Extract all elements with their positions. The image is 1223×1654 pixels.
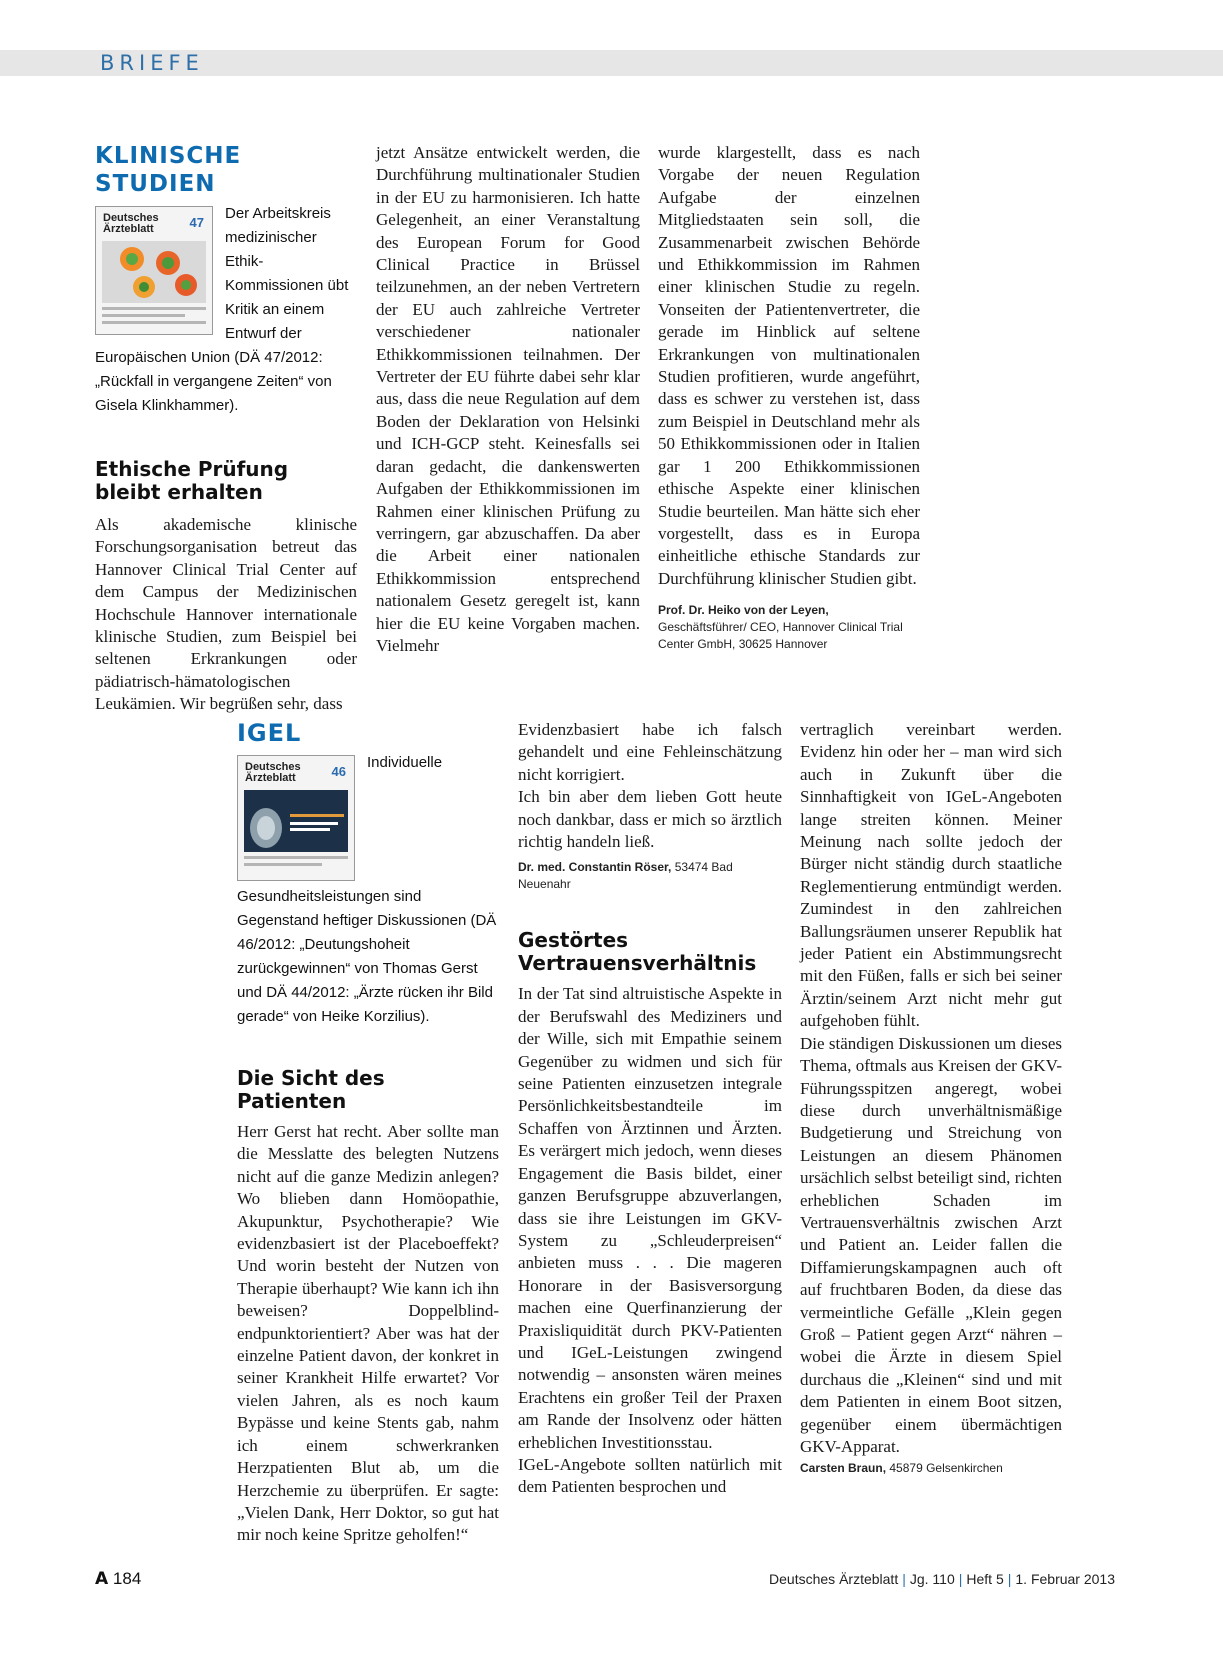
footer-separator: |: [1007, 1571, 1012, 1587]
klinische-col-3: [658, 142, 920, 653]
signature-details: 53474 Bad Neuenahr: [518, 860, 733, 892]
klinische-body-col-1: Als akademische klinische Forschungsorganisation betreut das Hannover Clinical Trial Center auf dem Campus der Medizinischen Hochschule Hannover internationale klinische Studien, zum Beispiel bei seltenen Erkrankungen oder pädiatrisch-hämatologischen Leukämien. Wir begrüßen sehr, dass: [95, 515, 357, 714]
footer-separator: |: [958, 1571, 963, 1587]
footer-volume: Jg. 110: [909, 1571, 955, 1587]
signature-braun: [800, 1460, 1062, 1477]
headline-gestoertes-vertrauensverhaeltnis: Gestörtes Vertrauensverhältnis: [518, 928, 757, 976]
signature-name: Dr. med. Constantin Röser,: [518, 860, 672, 875]
igel-col-3: [800, 719, 1062, 1477]
footer-citation: [769, 1571, 1115, 1587]
igel-col-2-body-2: IGeL-Angebote sollten natürlich mit dem Patienten besprochen und: [518, 1454, 782, 1497]
igel-col-1: [237, 719, 499, 1547]
cover-text-lines: [244, 856, 348, 870]
journal-cover-46: [237, 755, 355, 881]
signature-roeser: [518, 859, 782, 893]
signature-details: 45879 Gelsenkirchen: [889, 1461, 1003, 1476]
igel-intro-text: Individuelle Gesundheitsleistungen sind Gegenstand heftiger Diskussionen (DÄ 46/2012: „Deutungshoheit zurückgewinnen“ von Thomas Gerst und DÄ 44/2012: „Ärzte rücken ihr Bild gerade“ von Heike Korzilius).: [237, 754, 497, 1025]
signature-name: Prof. Dr. Heiko von der Leyen,: [658, 603, 829, 618]
igel-col-2-paragraph-2: Ich bin aber dem lieben Gott heute noch dankbar, dass er mich so ärztlich richtig handeln ließ.: [518, 787, 782, 852]
cover-masthead: Deutsches Ärzteblatt: [245, 761, 301, 784]
klinische-intro-block: [95, 202, 357, 418]
section-title-klinische-studien: KLINISCHE STUDIEN: [95, 143, 242, 197]
igel-col-2: [518, 719, 782, 1499]
headline-sicht-des-patienten: Die Sicht des Patienten: [237, 1066, 385, 1113]
igel-col-3-paragraph-1: vertraglich vereinbart werden. Evidenz hin oder her – man wird sich auch in Zukunft über die Sinnhaftigkeit von IGeL-Angeboten lange streiten können. Meiner Meinung nach sollte jedoch der Bürger nicht ständig durch staatliche Reglementierung entmündigt werden. Zumindest in den zahlreichen Ballungsräumen unserer Republik hat jeder Patient ein Abstimmungsrecht mit den Füßen, falls er sich bei seiner Ärztin/seinem Arzt nicht mehr gut aufgehoben fühlt.: [800, 720, 1062, 1031]
footer-separator: |: [902, 1571, 906, 1587]
cover-masthead: Deutsches Ärzteblatt: [103, 212, 159, 235]
journal-cover-47: [95, 206, 213, 335]
igel-intro-block: [237, 751, 499, 1029]
signature-name: Carsten Braun,: [800, 1461, 887, 1476]
klinische-body-col-3: wurde klargestellt, dass es nach Vorgabe der neuen Regulation Aufgabe der einzelnen Mitgliedstaaten sein soll, die Zusammenarbeit zwischen Behörde und Ethikkommission im Rahmen einer klinischen Studie zu regeln. Vonseiten der Patientenvertreter, die gerade im Hinblick auf seltene Erkrankungen von multinationalen Studien profitieren, wurde angeführt, dass es schwer zu verstehen ist, dass zum Beispiel in Deutschland mehr als 50 Ethikkommissionen oder in Italien gar 1 200 Ethikkommissionen ethische Aspekte einer klinischen Studie beurteilen. Man hätte sich eher vorgestellt, dass es in Europa einheitliche ethische Standards zur Durchführung klinischer Studien gibt.: [658, 143, 920, 588]
page-number: [95, 1569, 141, 1589]
mammography-illustration: [244, 790, 348, 852]
section-header-band: [0, 50, 1223, 76]
klinische-col-1: [95, 142, 357, 716]
igel-body-col-1: Herr Gerst hat recht. Aber sollte man die Messlatte des belegten Nutzens nicht auf die ganze Medizin anlegen? Wo blieben dann Homöopathie, Akupunktur, Psychotherapie? Wie evidenzbasiert ist der Placeboeffekt? Und worin besteht der Nutzen von Therapie überhaupt? Wie kann ich ihn beweisen? Doppelblind-endpunktorientiert? Aber was hat der einzelne Patient davon, der konkret in seiner Krankheit Hilfe erwartet? Vor vielen Jahren, als es noch kaum Bypässe und keine Stents gab, nahm ich einem schwerkranken Herzpatienten Blut ab, um die Herzchemie zu überprüfen. Er sagte: „Vielen Dank, Herr Doktor, so gut hat mir noch keine Spritze geholfen!“: [237, 1122, 499, 1545]
klinische-body-col-2: jetzt Ansätze entwickelt werden, die Durchführung multinationaler Studien in der EU zu harmonisieren. Ich hatte Gelegenheit, an einer Veranstaltung des European Forum for Good Clinical Practice in Brüssel teilzunehmen, an der neben Vertretern der EU auch zahlreiche Vertreter verschiedener nationaler Ethikkommissionen teilnahmen. Der Vertreter der EU führte dabei sehr klar aus, dass die neue Regulation auf dem Boden der Deklaration von Helsinki und ICH-GCP steht. Keinesfalls sei daran gedacht, die dankenswerten Aufgaben der Ethikkommissionen im Rahmen einer klinischen Prüfung zu verringern, gar abzuschaffen. Da aber die Arbeit einer nationalen Ethikkommission entsprechend nationalem Gesetz geregelt ist, kann hier die EU keine Vorgaben machen. Vielmehr: [376, 143, 640, 655]
cover-issue-number: 47: [189, 215, 204, 230]
headline-ethische-pruefung: Ethische Prüfung bleibt erhalten: [95, 457, 289, 504]
igel-col-2-body: In der Tat sind altruistische Aspekte in der Berufswahl des Mediziners und der Wille, sich mit Empathie seinem Gegenüber zu widmen und sich für seine Patienten einzusetzen integrale Persönlichkeitsbestandteile im Schaffen von Ärztinnen und Ärzten. Es verärgert mich jedoch, wenn dieses Engagement die Basis bildet, einer ganzen Berufsgruppe abzuverlangen, dass sie ihre Leistungen im GKV-System zu „Schleuderpreisen“ anbieten muss . . . Die mageren Honorare in der Basisversorgung machen eine Querfinanzierung der Praxisliquidität durch PKV-Patienten und IGeL-Leistungen zwingend notwendig – ansonsten wären meines Erachtens ein großer Teil der Praxen am Rande der Insolvenz oder hätten erheblichen Investitionsstau.: [518, 984, 782, 1452]
cover-text-lines: [102, 307, 206, 328]
cover-issue-number: 46: [331, 764, 346, 779]
footer-issue: Heft 5: [966, 1571, 1004, 1587]
section-label: BRIEFE: [100, 51, 204, 75]
section-title-igel: IGEL: [237, 719, 302, 747]
footer-date: 1. Februar 2013: [1015, 1571, 1115, 1587]
igel-col-3-paragraph-2: Die ständigen Diskussionen um dieses Thema, oftmals aus Kreisen der GKV-Führungsspitzen angeregt, wobei diese durch unverhältnismäßige Budgetierung und Streichung von Leistungen an diesem Phänomen ursächlich selbst beteiligt sind, richten erheblichen Schaden im Vertrauensverhältnis zwischen Arzt und Patient an. Leider fallen die Diffamierungskampagnen auch oft auf fruchtbaren Boden, da diese das vermeintliche Gefälle „Klein gegen Groß – Patient gegen Arzt“ nähren – wobei die Ärzte in diesem Spiel durchaus die „Kleinen“ sind und mit dem Patienten in einem Boot sitzen, gegenüber einem übermächtigen GKV-Apparat.: [800, 1033, 1062, 1456]
footer-journal: Deutsches Ärzteblatt: [769, 1571, 899, 1587]
igel-col-2-paragraph-1: Evidenzbasiert habe ich falsch gehandelt und eine Fehleinschätzung nicht korrigiert.: [518, 720, 782, 784]
page-prefix: A: [95, 1569, 109, 1589]
klinische-intro-text: Der Arbeitskreis medizinischer Ethik-Kommissionen übt Kritik an einem Entwurf der Europäischen Union (DÄ 47/2012: „Rückfall in vergangene Zeiten“ von Gisela Klinkhammer).: [95, 205, 349, 414]
virus-illustration: [102, 241, 206, 303]
page-number-value: 184: [112, 1569, 142, 1588]
signature-details: Geschäftsführer/ CEO, Hannover Clinical Trial Center GmbH, 30625 Hannover: [658, 620, 903, 652]
signature-von-der-leyen: [658, 602, 920, 653]
